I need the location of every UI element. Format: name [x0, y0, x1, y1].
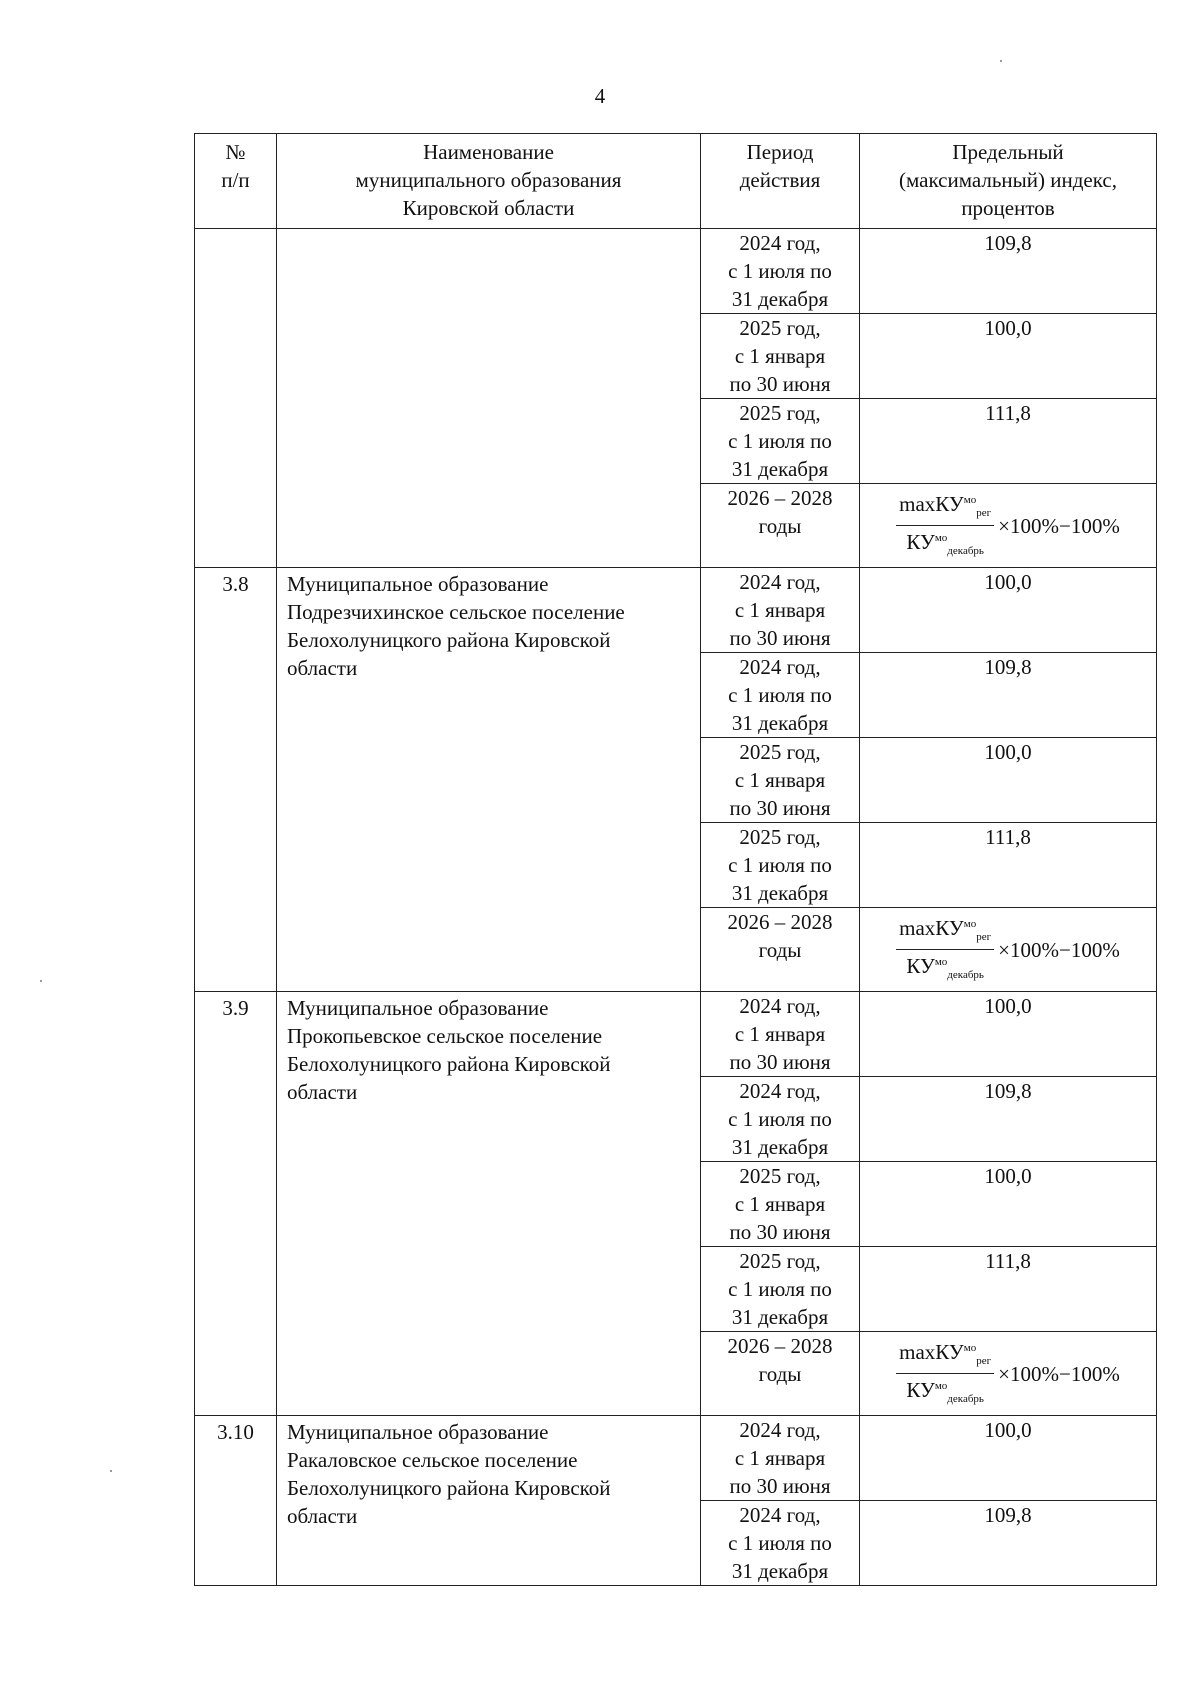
period-line: с 1 июля по: [728, 259, 832, 283]
header-num-line: №: [225, 140, 246, 164]
period-cell: [701, 653, 860, 738]
period-cell: [701, 1077, 860, 1162]
period-cell: [701, 1416, 860, 1501]
period-line: по 30 июня: [729, 372, 831, 396]
period-line: 2024 год,: [739, 994, 821, 1018]
period-line: 2025 год,: [739, 1249, 821, 1273]
municipality-name-line: Прокопьевское сельское поселение: [287, 1024, 603, 1048]
formula-denominator: [903, 950, 987, 987]
formula-sub-dec: декабрь: [947, 969, 984, 982]
formula-ku: КУ: [906, 954, 935, 979]
table-header-row: [195, 134, 1157, 229]
header-period-line: Период: [746, 140, 814, 164]
header-index-line: процентов: [961, 196, 1055, 220]
formula-tail: ×100%−100%: [998, 937, 1120, 962]
scan-speck: [40, 980, 42, 982]
municipality-name-line: Подрезчихинское сельское поселение: [287, 600, 625, 624]
formula-sub-dec: декабрь: [947, 1393, 984, 1406]
municipality-name: [277, 568, 701, 992]
header-period-line: действия: [739, 168, 821, 192]
period-line: с 1 июля по: [728, 1277, 832, 1301]
municipality-name: [277, 229, 701, 568]
period-line: с 1 января: [734, 344, 826, 368]
period-line: с 1 января: [734, 768, 826, 792]
period-line: 2024 год,: [739, 570, 821, 594]
index-cell: 100,0: [860, 738, 1157, 823]
period-line: 2024 год,: [739, 231, 821, 255]
formula-ku: КУ: [906, 530, 935, 555]
index-formula: [860, 1332, 1156, 1411]
header-num: [195, 134, 277, 229]
scan-speck: [1000, 60, 1002, 62]
period-line: по 30 июня: [729, 626, 831, 650]
index-formula: [860, 908, 1156, 987]
table-row: [195, 1416, 1157, 1501]
period-line: с 1 января: [734, 598, 826, 622]
header-index-line: Предельный: [952, 140, 1064, 164]
municipality-name-line: Ракаловское сельское поселение: [287, 1448, 578, 1472]
period-cell: [701, 823, 860, 908]
formula-denominator: [903, 526, 987, 563]
index-cell: [860, 1332, 1157, 1416]
row-number: 3.8: [195, 568, 277, 992]
period-line: 2026 – 2028: [727, 910, 833, 934]
index-cell: 109,8: [860, 1501, 1157, 1586]
period-line: годы: [758, 514, 802, 538]
page-number: 4: [594, 84, 606, 108]
municipality-name: [277, 992, 701, 1416]
municipality-name-line: области: [287, 1504, 358, 1528]
formula-sup: мо: [963, 918, 977, 930]
period-line: годы: [758, 1362, 802, 1386]
formula-sup: мо: [934, 532, 948, 545]
formula-tail: ×100%−100%: [998, 513, 1120, 538]
header-name-line: муниципального образования: [355, 168, 622, 192]
period-line: с 1 июля по: [728, 683, 832, 707]
municipality-name-line: Белохолуницкого района Кировской: [287, 628, 611, 652]
index-formula: [860, 484, 1156, 563]
period-line: по 30 июня: [729, 1220, 831, 1244]
period-cell: [701, 738, 860, 823]
formula-sup: мо: [963, 1342, 977, 1354]
index-cell: [860, 908, 1157, 992]
municipality-name-line: области: [287, 1080, 358, 1104]
period-line: 2024 год,: [739, 1418, 821, 1442]
formula-sup: мо: [934, 1380, 948, 1393]
formula-fraction: [896, 912, 994, 987]
header-index-line: (максимальный) индекс,: [899, 168, 1117, 192]
formula-sub-dec: декабрь: [947, 545, 984, 558]
formula-fraction: [896, 1336, 994, 1411]
formula-fraction: [896, 488, 994, 563]
formula-ku: КУ: [906, 1378, 935, 1403]
municipality-name: [277, 1416, 701, 1586]
formula-sup: мо: [934, 956, 948, 969]
index-cell: 100,0: [860, 314, 1157, 399]
period-line: 31 декабря: [731, 881, 829, 905]
period-cell: [701, 484, 860, 568]
period-cell: [701, 1247, 860, 1332]
period-line: 2025 год,: [739, 740, 821, 764]
period-cell: [701, 1501, 860, 1586]
period-line: 2024 год,: [739, 1079, 821, 1103]
table-row: [195, 992, 1157, 1077]
period-line: с 1 июля по: [728, 853, 832, 877]
header-index: [860, 134, 1157, 229]
header-name: [277, 134, 701, 229]
index-cell: 109,8: [860, 653, 1157, 738]
period-line: годы: [758, 938, 802, 962]
index-cell: 100,0: [860, 1416, 1157, 1501]
formula-denominator: [903, 1374, 987, 1411]
formula-sub-reg: рег: [976, 931, 992, 944]
table-row: [195, 568, 1157, 653]
formula-sup: мо: [963, 494, 977, 506]
period-line: по 30 июня: [729, 1050, 831, 1074]
period-line: с 1 июля по: [728, 1107, 832, 1131]
period-line: 2026 – 2028: [727, 486, 833, 510]
period-line: 2024 год,: [739, 1503, 821, 1527]
period-cell: [701, 908, 860, 992]
period-line: 31 декабря: [731, 287, 829, 311]
period-cell: [701, 992, 860, 1077]
index-cell: 109,8: [860, 229, 1157, 314]
period-line: 31 декабря: [731, 1135, 829, 1159]
period-line: 2025 год,: [739, 316, 821, 340]
index-cell: 100,0: [860, 568, 1157, 653]
header-name-line: Наименование: [423, 140, 554, 164]
period-cell: [701, 1162, 860, 1247]
header-name-line: Кировской области: [402, 196, 575, 220]
tariff-index-table: [194, 133, 1157, 1586]
index-cell: 109,8: [860, 1077, 1157, 1162]
municipality-name-line: Белохолуницкого района Кировской: [287, 1476, 611, 1500]
period-line: по 30 июня: [729, 1474, 831, 1498]
index-cell: 111,8: [860, 1247, 1157, 1332]
period-line: 31 декабря: [731, 711, 829, 735]
formula-sub-reg: рег: [976, 1355, 992, 1368]
index-cell: 100,0: [860, 1162, 1157, 1247]
row-number: 3.9: [195, 992, 277, 1416]
index-cell: 111,8: [860, 823, 1157, 908]
period-line: с 1 июля по: [728, 429, 832, 453]
formula-numerator: [896, 488, 994, 526]
period-line: 2026 – 2028: [727, 1334, 833, 1358]
table-body: [195, 229, 1157, 1586]
municipality-name-line: области: [287, 656, 358, 680]
municipality-name-line: Муниципальное образование: [287, 572, 549, 596]
period-cell: [701, 314, 860, 399]
header-num-line: п/п: [221, 168, 250, 192]
period-line: по 30 июня: [729, 796, 831, 820]
formula-tail: ×100%−100%: [998, 1361, 1120, 1386]
period-line: с 1 января: [734, 1192, 826, 1216]
index-cell: [860, 484, 1157, 568]
period-cell: [701, 229, 860, 314]
index-cell: 100,0: [860, 992, 1157, 1077]
formula-max-ku: maxКУ: [899, 1340, 964, 1364]
period-cell: [701, 399, 860, 484]
index-cell: 111,8: [860, 399, 1157, 484]
formula-numerator: [896, 1336, 994, 1374]
municipality-name-line: Муниципальное образование: [287, 996, 549, 1020]
row-number: 3.10: [195, 1416, 277, 1586]
scan-speck: [110, 1470, 112, 1472]
period-line: с 1 января: [734, 1022, 826, 1046]
period-cell: [701, 1332, 860, 1416]
formula-sub-reg: рег: [976, 507, 992, 520]
period-line: с 1 июля по: [728, 1531, 832, 1555]
period-line: 2024 год,: [739, 655, 821, 679]
period-line: 2025 год,: [739, 401, 821, 425]
period-line: 2025 год,: [739, 825, 821, 849]
row-number: [195, 229, 277, 568]
formula-numerator: [896, 912, 994, 950]
formula-max-ku: maxКУ: [899, 916, 964, 940]
period-line: с 1 января: [734, 1446, 826, 1470]
formula-max-ku: maxКУ: [899, 492, 964, 516]
period-line: 2025 год,: [739, 1164, 821, 1188]
header-period: [701, 134, 860, 229]
municipality-name-line: Белохолуницкого района Кировской: [287, 1052, 611, 1076]
municipality-name-line: Муниципальное образование: [287, 1420, 549, 1444]
period-line: 31 декабря: [731, 457, 829, 481]
period-line: 31 декабря: [731, 1559, 829, 1583]
period-cell: [701, 568, 860, 653]
period-line: 31 декабря: [731, 1305, 829, 1329]
table-row: [195, 229, 1157, 314]
